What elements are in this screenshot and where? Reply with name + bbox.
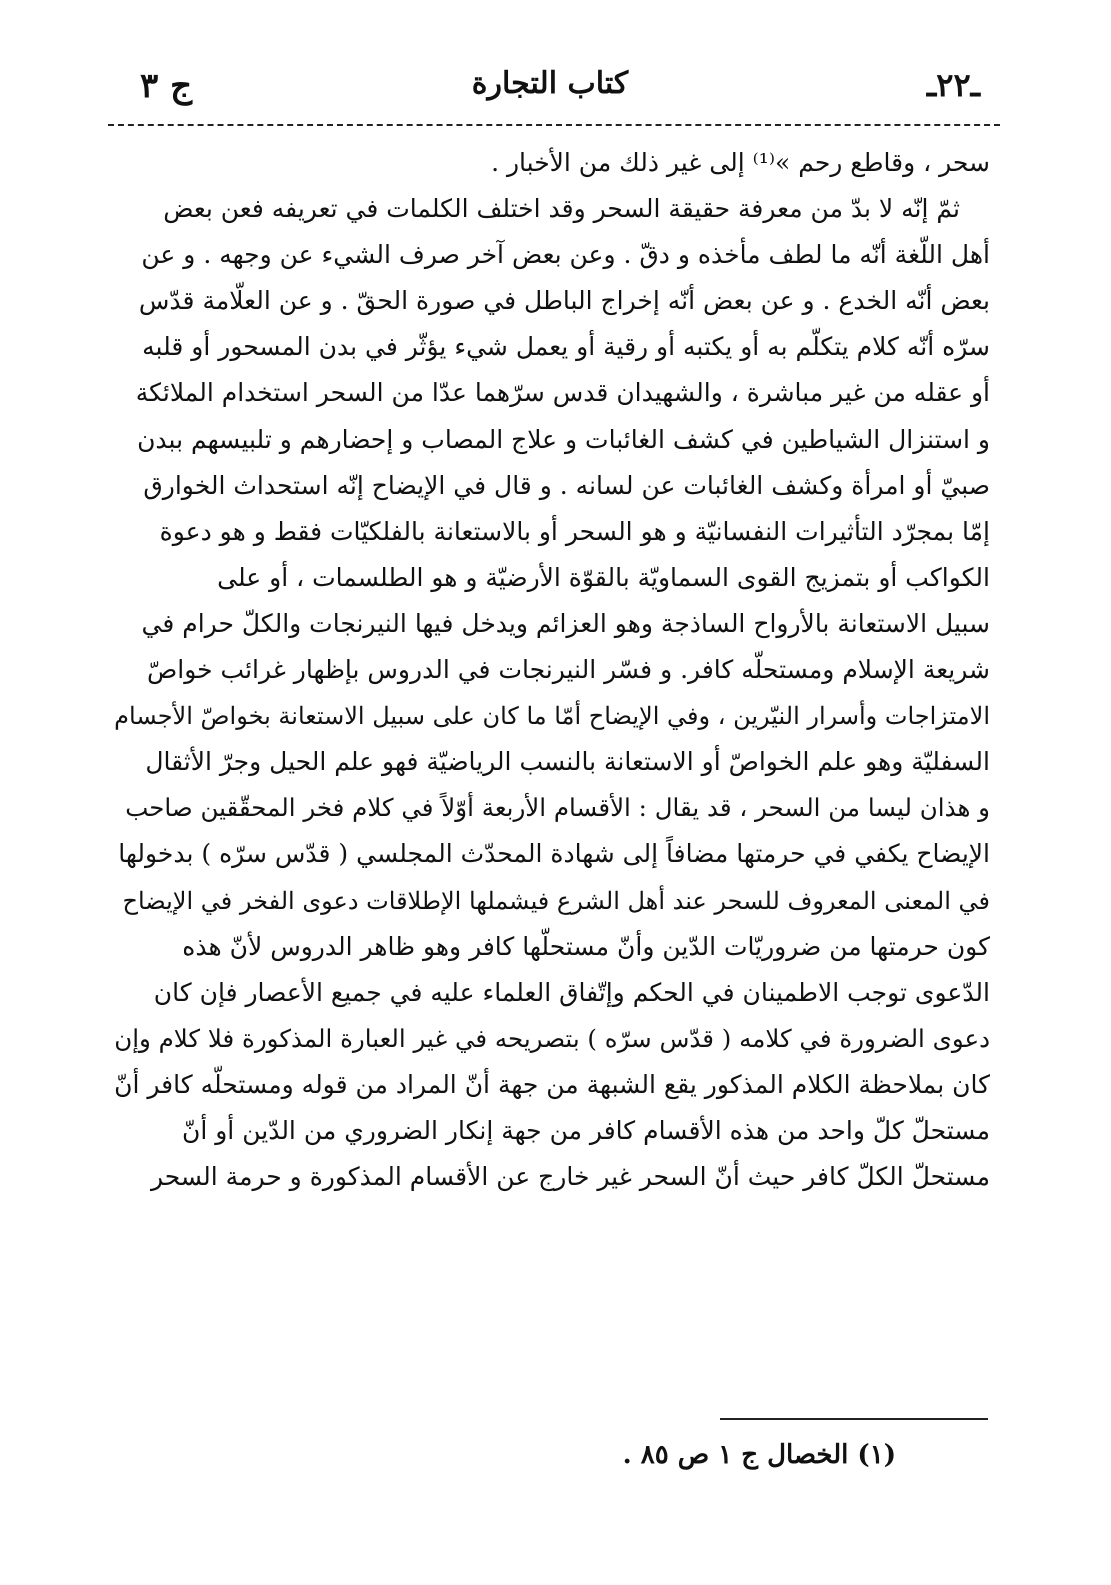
body-text [110, 140, 990, 1200]
header-divider [108, 124, 1000, 126]
page-number: ـ٢٢ـ [926, 66, 980, 104]
text-line: سبيل الاستعانة بالأرواح الساذجة وهو العزائم ويدخل فيها النيرنجات والكلّ حرام في [141, 608, 990, 638]
text-line: مستحلّ الكلّ كافر حيث أنّ السحر غير خارج عن الأقسام المذكورة و حرمة السحر [150, 1162, 990, 1192]
text-line: سحر ، وقاطع رحم »⁽¹⁾ إلى غير ذلك من الأخبار . [491, 148, 990, 177]
text-line: صبيّ أو امرأة وكشف الغائبات عن لسانه . و قال في الإيضاح إنّه استحداث الخوارق [143, 470, 990, 500]
book-title: كتاب التجارة [471, 66, 629, 101]
text-line: و استنزال الشياطين في كشف الغائبات و علاج المصاب و إحضارهم و تلبيسهم ببدن [137, 424, 990, 454]
text-line: إمّا بمجرّد التأثيرات النفسانيّة و هو السحر أو بالاستعانة بالفلكيّات فقط و هو دعوة [159, 516, 990, 546]
text-line: أو عقله من غير مباشرة ، والشهيدان قدس سرّهما عدّا من السحر استخدام الملائكة [135, 378, 990, 408]
text-line: دعوى الضرورة في كلامه ( قدّس سرّه ) بتصريحه في غير العبارة المذكورة فلا كلام وإن [114, 1023, 990, 1053]
text-line: الكواكب أو بتمزيج القوى السماويّة بالقوّة الأرضيّة و هو الطلسمات ، أو على [217, 562, 990, 592]
text-line: الدّعوى توجب الاطمينان في الحكم وإتّفاق العلماء عليه في جميع الأعصار فإن كان [153, 977, 990, 1007]
text-line: كون حرمتها من ضروريّات الدّين وأنّ مستحلّها كافر وهو ظاهر الدروس لأنّ هذه [182, 931, 990, 961]
text-line: بعض أنّه الخدع . و عن بعض أنّه إخراج الباطل في صورة الحقّ . و عن العلّامة قدّس [138, 286, 990, 316]
text-line: مستحلّ كلّ واحد من هذه الأقسام كافر من جهة إنكار الضروري من الدّين أو أنّ [181, 1115, 990, 1145]
text-line: في المعنى المعروف للسحر عند أهل الشرع فيشملها الإطلاقات دعوى الفخر في الإيضاح [122, 886, 990, 915]
volume-label: ج ٣ [140, 66, 193, 106]
text-line: كان بملاحظة الكلام المذكور يقع الشبهة من جهة أنّ المراد من قوله ومستحلّه كافر أنّ [114, 1069, 990, 1099]
text-line: أهل اللّغة أنّه ما لطف مأخذه و دقّ . وعن بعض آخر صرف الشيء عن وجهه . و عن [141, 240, 990, 270]
text-line: ثمّ إنّه لا بدّ من معرفة حقيقة السحر وقد اختلف الكلمات في تعريفه فعن بعض [163, 194, 960, 224]
text-line: الإيضاح يكفي في حرمتها مضافاً إلى شهادة المحدّث المجلسي ( قدّس سرّه ) بدخولها [118, 839, 990, 869]
page-header [110, 62, 990, 122]
footnote-divider [720, 1418, 988, 1420]
text-line: شريعة الإسلام ومستحلّه كافر. و فسّر النيرنجات في الدروس بإظهار غرائب خواصّ [147, 655, 990, 685]
footnote: (١) الخصال ج ١ ص ٨٥ . [622, 1440, 896, 1470]
text-line: الامتزاجات وأسرار النيّرين ، وفي الإيضاح أمّا ما كان على سبيل الاستعانة بخواصّ الأجسام [114, 702, 990, 731]
text-line: و هذان ليسا من السحر ، قد يقال : الأقسام الأربعة أوّلاً في كلام فخر المحقّقين صاحب [125, 793, 990, 823]
text-line: السفليّة وهو علم الخواصّ أو الاستعانة بالنسب الرياضيّة فهو علم الحيل وجرّ الأثقال [145, 747, 990, 777]
text-line: سرّه أنّه كلام يتكلّم به أو يكتبه أو رقية أو يعمل شيء يؤثّر في بدن المسحور أو قلبه [142, 332, 990, 362]
